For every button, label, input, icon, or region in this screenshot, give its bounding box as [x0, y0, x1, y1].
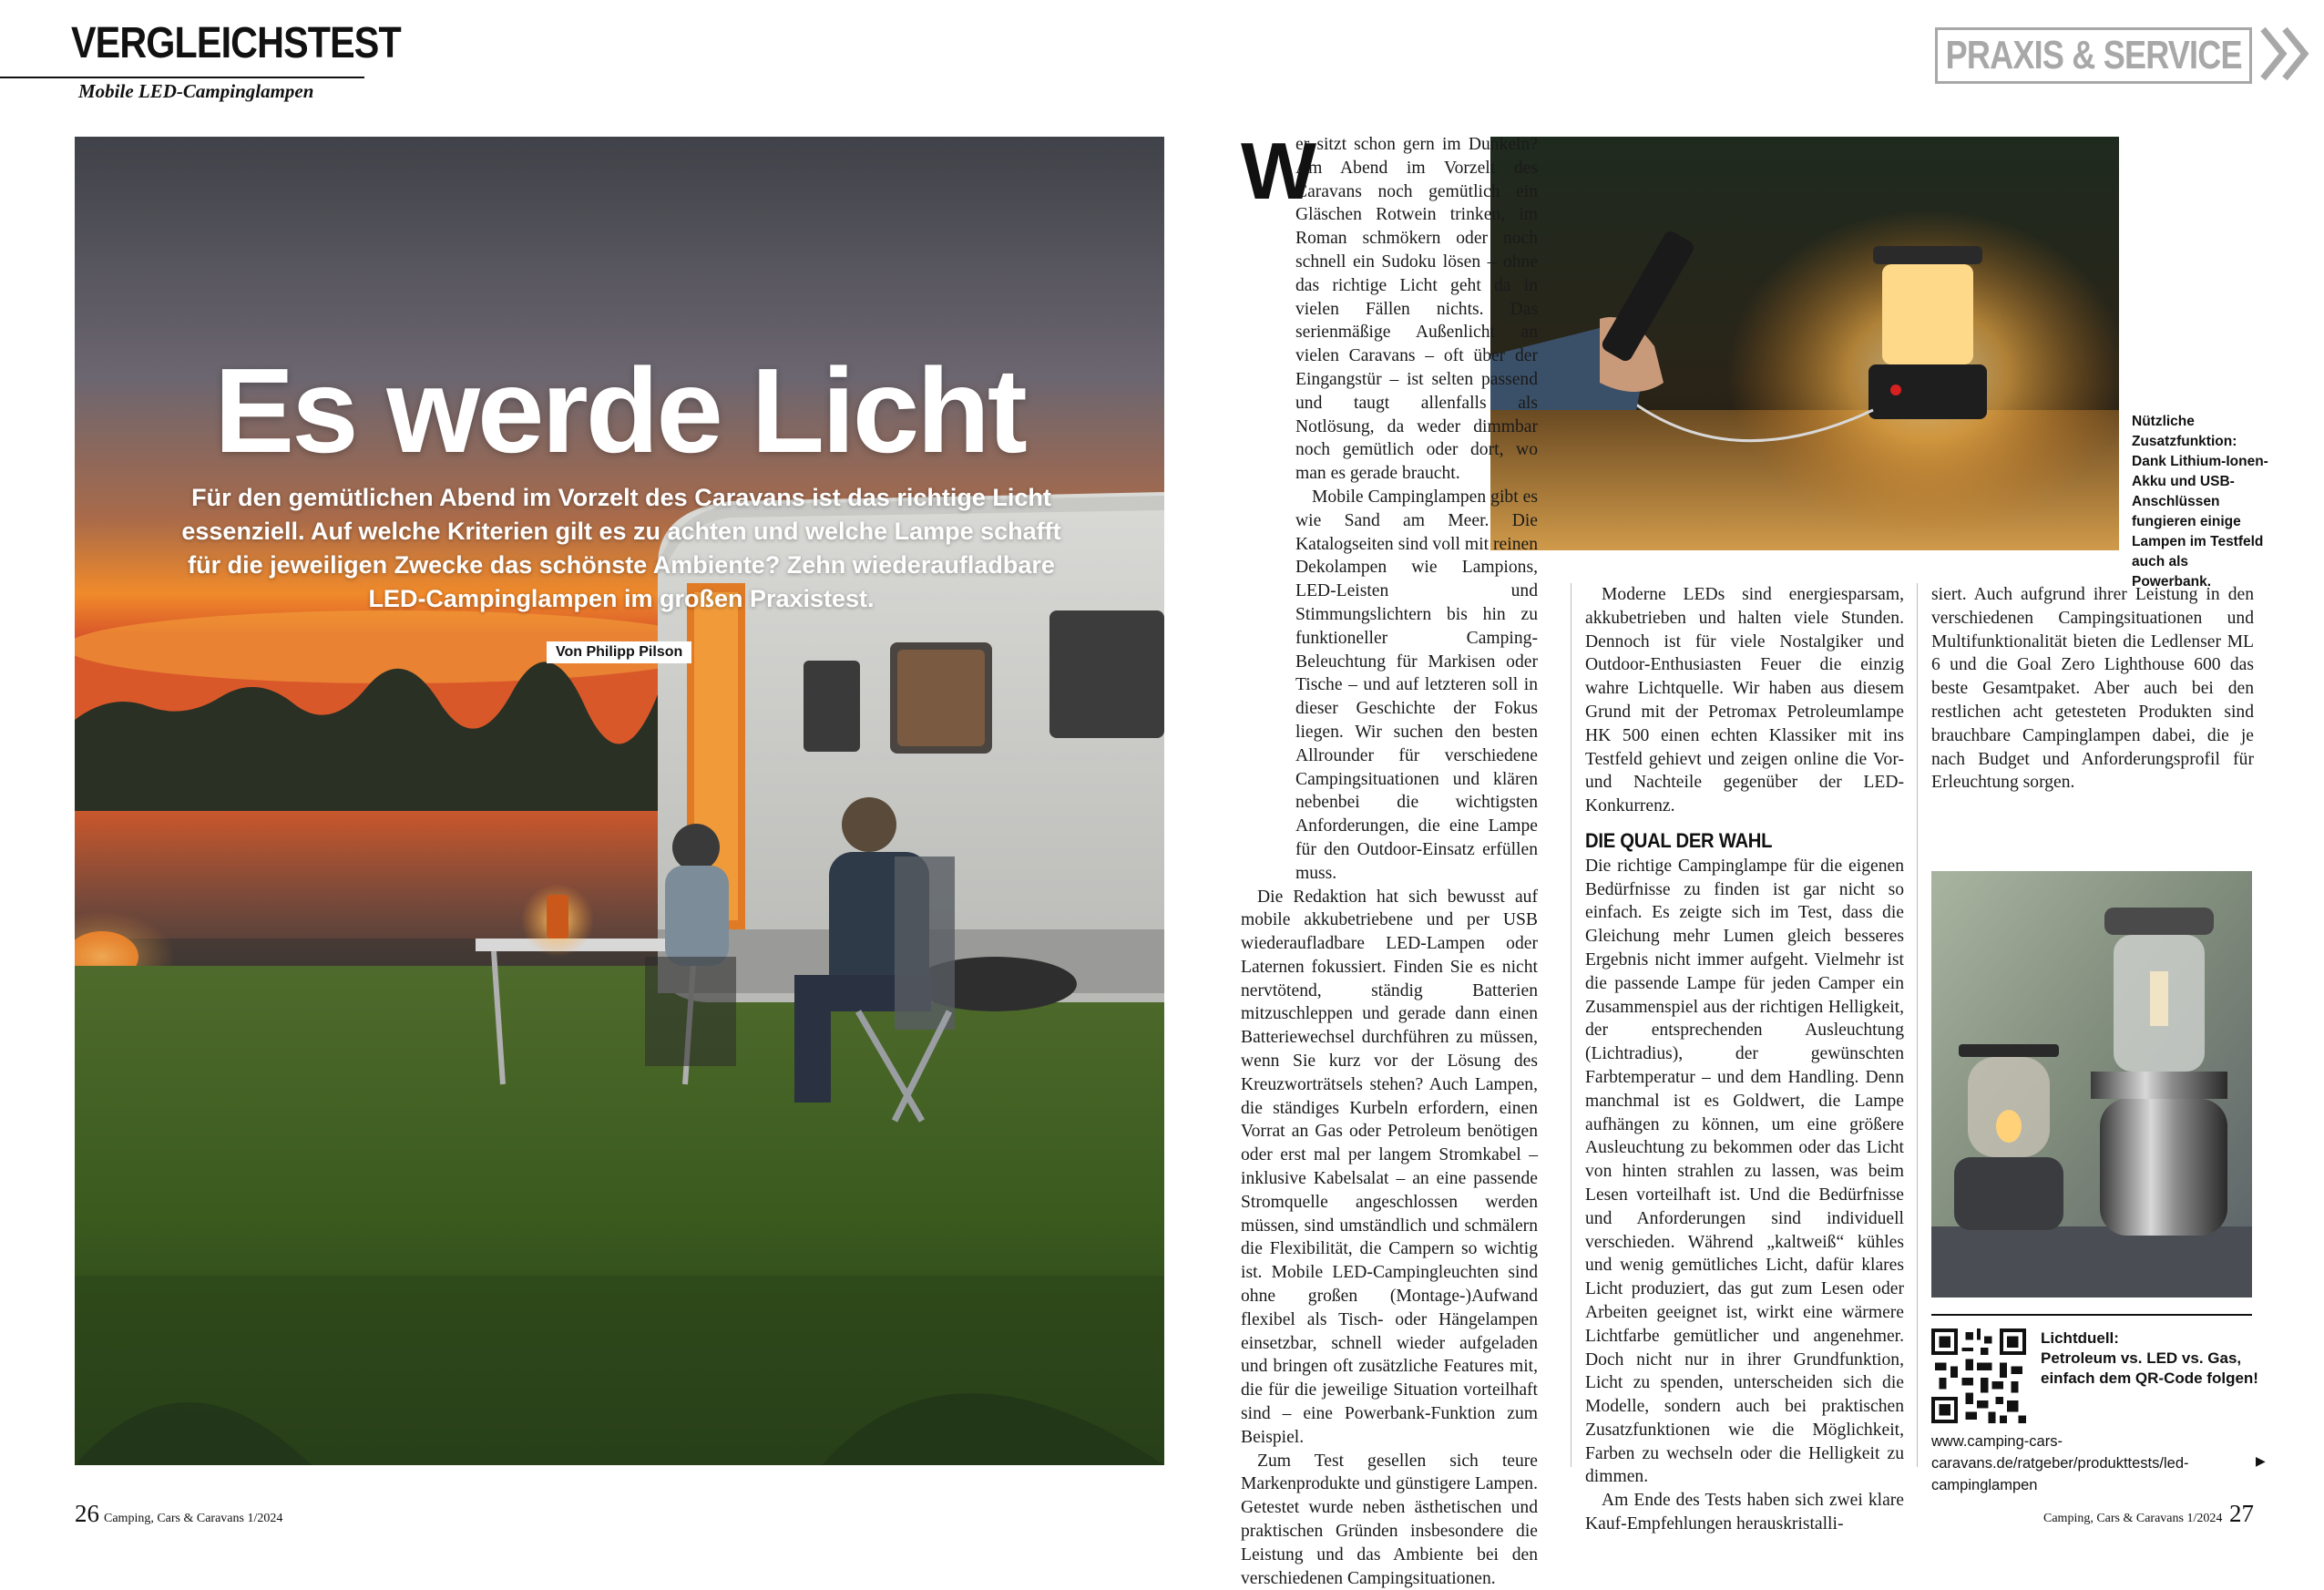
praxis-service-label: PRAXIS & SERVICE — [1945, 33, 2242, 77]
header-rule — [0, 77, 364, 78]
qr-box-rule — [1931, 1314, 2252, 1316]
qr-box-body: Petroleum vs. LED vs. Gas, einfach dem QR-Code folgen! — [2041, 1349, 2258, 1387]
qr-box-title: Lichtduell: — [2041, 1329, 2119, 1347]
column-rule — [1917, 583, 1918, 1467]
page-number-right: 27 — [2229, 1500, 2254, 1527]
page-number-left: 26 — [75, 1500, 99, 1527]
paragraph: Die Redaktion hat sich bewusst auf mobile akkubetriebene und per USB wiederaufladbare LED-Lampen oder Laternen fokussiert. Finden Sie es nicht nervtötend, ständig Batterien mitzuschleppen und gerade dann einen Batteriewechsel durchführen zu müssen, wenn Sie kurz vor der Lösung des Kreuzworträtsels stehen? Auch Lampen, die ständiges Kurbeln erfordern, einen Vorrat an Gas oder Petroleum benötigen oder erst mal per langem Stromkabel – inklusive Kabelsalat – an eine passende Stromquelle angeschlossen werden müssen, sind umständlich und schmälern die Flexibilität, die Campern so wichtig ist. Mobile LED-Campingleuchten sind ohne großen (Montage-)Aufwand flexibel als Tisch- oder Hängelampen einsetzbar, schnell wieder aufgeladen und bringen oft zusätzliche Features mit, die für die jeweilige Situation vorteilhaft sind – eine Powerbank-Funktion zum Beispiel. — [1241, 887, 1538, 1447]
magazine-issue-left: Camping, Cars & Caravans 1/2024 — [104, 1512, 283, 1525]
powerbank-caption: Nützliche Zusatzfunktion: Dank Lithium-Ionen-Akku und USB-Anschlüssen fungieren einige Lampen im Testfeld auch als Powerbank. — [2132, 414, 2268, 590]
text-column-1 — [1241, 126, 1538, 1590]
powerbank-photo — [1490, 137, 2119, 550]
column-rule — [1571, 583, 1572, 1467]
section-subtitle: Mobile LED-Campinglampen — [78, 80, 314, 102]
continue-arrow-icon: ▶ — [2256, 1454, 2266, 1469]
hero-lead: Für den gemütlichen Abend im Vorzelt des Caravans ist das richtige Licht essenziell. Auf welche Kriterien gilt es zu achten und welche Lampe schafft für die jeweiligen Zwecke das schönste Ambiente? Zehn wiederaufladbare LED-Campinglampen im großen Praxistest. — [181, 484, 1061, 612]
paragraph-intro: er sitzt schon gern im Dunkeln? Am Abend im Vorzelt des Caravans noch gemütlich ein Gläschen Rotwein trinken, im Roman schmökern oder noch schnell ein Sudoku lösen – ohne das richtige Licht geht da in vielen Fällen nichts. Das serienmäßige Außenlicht an vielen Caravans – oft über der Eingangstür – ist selten passend und taugt allenfalls als Notlösung, da weder dimmbar noch gemütlich oder dort, wo man es gerade braucht. — [1295, 135, 1538, 484]
text-column-2 — [1585, 583, 1904, 1536]
paragraph: Am Ende des Tests haben sich zwei klare Kauf-Empfehlungen herauskristalli- — [1585, 1491, 1904, 1534]
paragraph: Die richtige Campinglampe für die eigenen Bedürfnisse zu finden ist gar nicht so einfach. Es zeigte sich im Test, dass die Gleichung mehr Lumen gleich besseres Ergebnis nicht immer aufgeht. Vielmehr ist die passende Lampe für jeden Camper ein Zusammenspiel aus der richtigen Helligkeit, der entsprechenden Ausleuchtung (Lichtradius), der gewünschten Farbtemperatur – und dem Handling. Denn manchmal ist es Goldwert, die Lampe aufhängen zu können, um eine größere Ausleuchtung zu bekommen oder das Licht von hinten strahlen zu lassen, was beim Lesen vorteilhaft ist. Und die Bedürfnisse und Anforderungen sind individuell verschieden. Während „kaltweiß“ kühles und wenig gemütliches Licht, dafür klares Licht produziert, das gut zum Lesen oder Arbeiten geeignet ist, wirkt eine wärmere Lichtfarbe gemütlicher und angenehmer. Doch nicht nur in ihrer Grundfunktion, Licht zu spenden, unterscheiden sich die Modelle, sondern auch bei praktischen Zusatzfunktionen wie die Möglichkeit, Farben zu wechseln oder die Helligkeit zu dimmen. — [1585, 856, 1904, 1487]
subheading: DIE QUAL DER WAHL — [1585, 828, 1773, 852]
qr-url-link[interactable]: www.camping-cars-caravans.de/ratgeber/produkttests/led-campinglampen — [1931, 1433, 2189, 1493]
drop-cap: W — [1241, 126, 1317, 216]
paragraph: Moderne LEDs sind energiesparsam, akkubetrieben und halten viele Stunden. Dennoch ist für viele Nostalgiker und Outdoor-Enthusiasten Feuer die einzig wahre Lichtquelle. Wir haben aus diesem Grund mit der Petromax Petroleumlampe HK 500 einen echten Klassiker mit ins Testfeld gehievt und zeigen online die Vor- und Nachteile gegenüber der LED-Konkurrenz. — [1585, 585, 1904, 816]
hero-photo-illustration — [75, 137, 1164, 1465]
powerbank-photo-illustration — [1490, 137, 2119, 550]
qr-code-icon[interactable] — [1931, 1328, 2026, 1423]
paragraph: Zum Test gesellen sich teure Markenprodukte und günstigere Lampen. Getestet wurde neben ästhetischen und praktischen Gründen insbesondere die Leistung und das Ambiente bei den verschiedenen Campingsituationen. — [1241, 1451, 1538, 1588]
qr-box-text — [2041, 1328, 2259, 1389]
lanterns-photo-illustration — [1931, 871, 2252, 1298]
text-column-3 — [1931, 583, 2254, 795]
lanterns-photo — [1931, 871, 2252, 1298]
praxis-service-box — [1935, 27, 2252, 84]
paragraph: Mobile Campinglampen gibt es wie Sand am Meer. Die Katalogseiten sind voll mit reinen Dekolampen wie Lampions, LED-Leisten und Stimmungslichtern bis hin zu funktioneller Camping-Beleuchtung für Markisen oder Tische – und auf letzteren soll in dieser Geschichte der Fokus liegen. Wir suchen den besten Allrounder für verschiedene Campingsituationen und klären nebenbei die wichtigsten Anforderungen, die eine Lampe für den Outdoor-Einsatz erfüllen muss. — [1295, 487, 1538, 883]
magazine-issue-right: Camping, Cars & Caravans 1/2024 — [2043, 1512, 2223, 1525]
hero-title: Es werde Licht — [214, 344, 1025, 477]
byline: Von Philipp Pilson — [547, 641, 691, 663]
double-chevron-right-icon — [2259, 24, 2314, 84]
paragraph: siert. Auch aufgrund ihrer Leistung in den verschiedenen Campingsituationen und Multifunktionalität bieten die Ledlenser ML 6 und die Goal Zero Lighthouse 600 das beste Gesamtpaket. Aber auch bei den restlichen acht getesteten Produkten sind brauchbare Campinglampen dabei, die je nach Budget und Anforderungsprofil für Erleuchtung sorgen. — [1931, 585, 2254, 793]
hero-photo — [75, 137, 1164, 1465]
section-title: VERGLEICHSTEST — [71, 19, 401, 67]
